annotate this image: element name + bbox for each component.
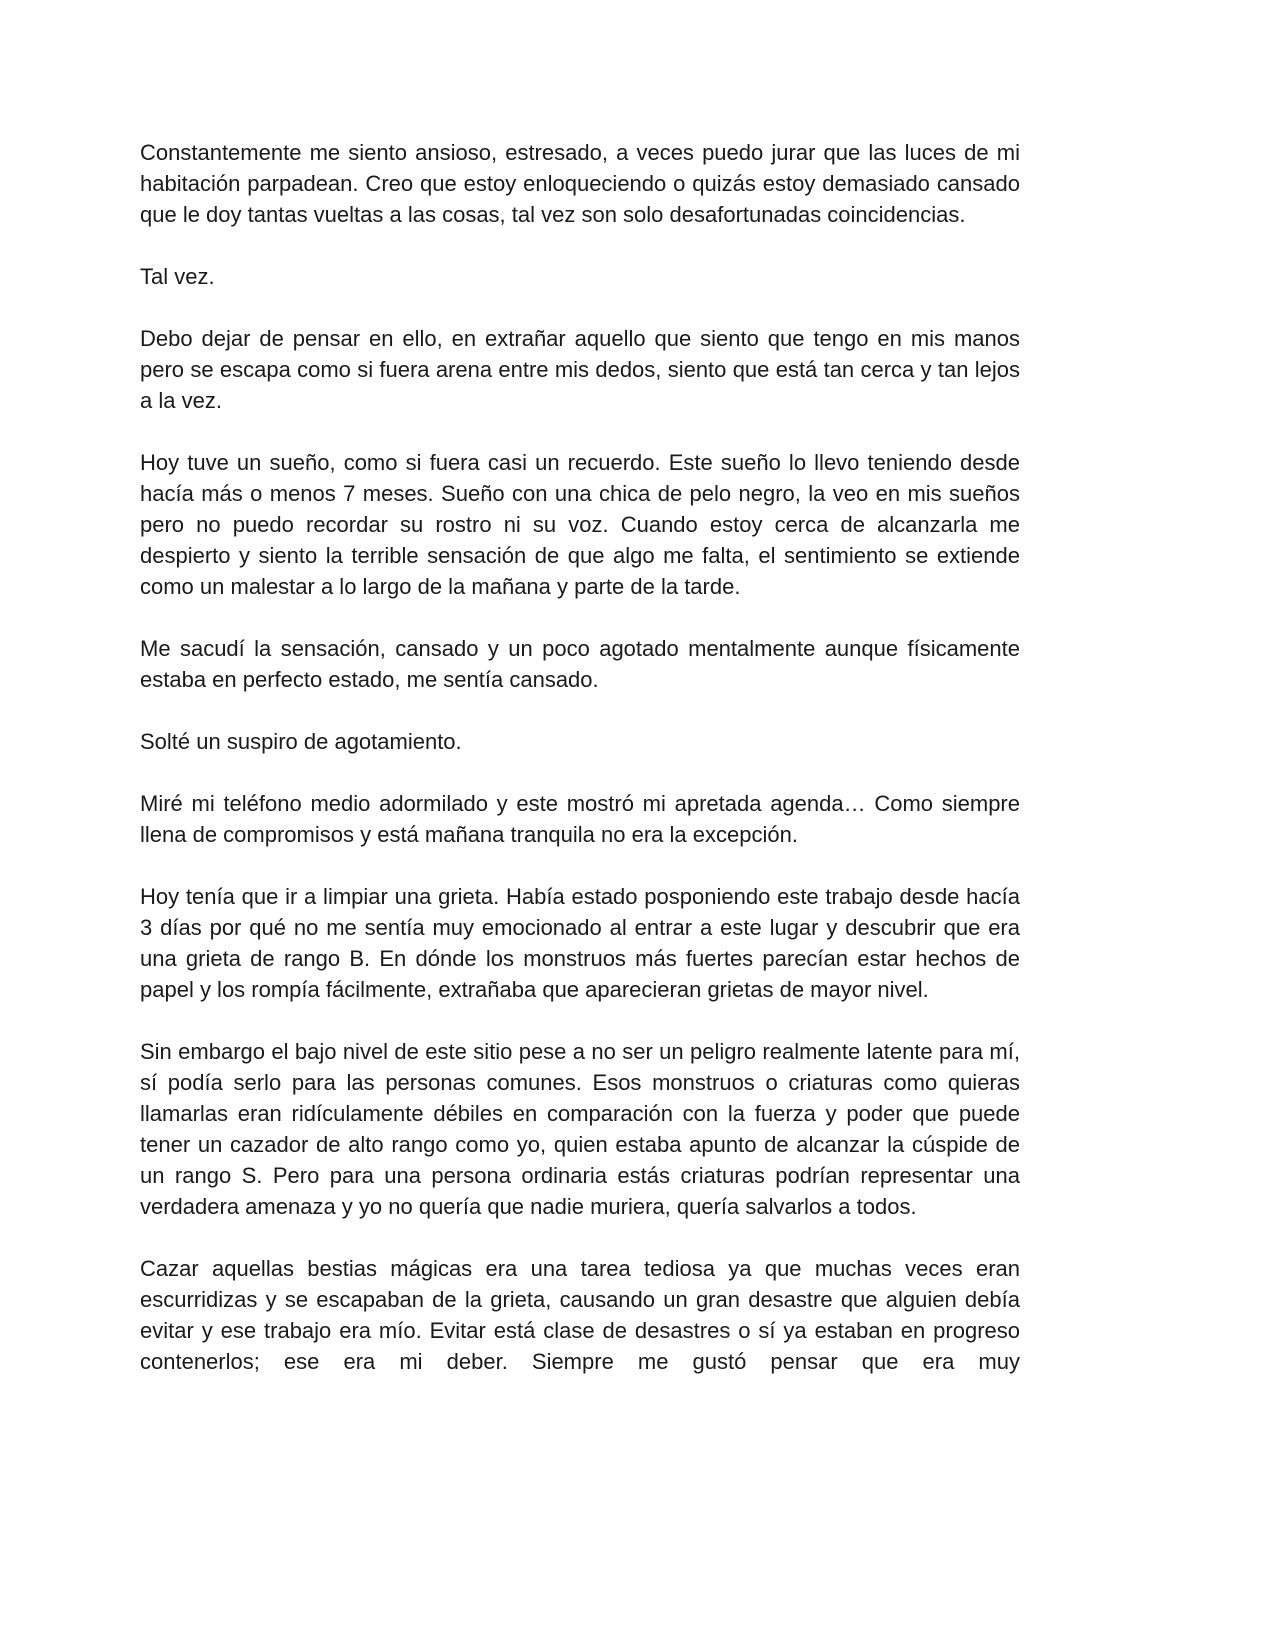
paragraph-1: Constantemente me siento ansioso, estresado, a veces puedo jurar que las luces de mi habitación parpadean. Creo que estoy enloqueciendo o quizás estoy demasiado cansado que le doy tantas vueltas a las cosas, tal vez son solo desafortunadas coincidencias. [140,140,1020,227]
paragraph-2: Tal vez. [140,264,215,289]
paragraph-7: Miré mi teléfono medio adormilado y este mostró mi apretada agenda… Como siempre llena de compromisos y está mañana tranquila no era la excepción. [140,791,1020,847]
paragraph-10: Cazar aquellas bestias mágicas era una tarea tediosa ya que muchas veces eran escurridizas y se escapaban de la grieta, causando un gran desastre que alguien debía evitar y ese trabajo era mío. Evitar está clase de desastres o sí ya estaban en progreso contenerlos; ese era mi deber. Siempre me gustó pensar que era muy [140,1256,1020,1374]
document-body [140,137,1020,1377]
paragraph-6: Solté un suspiro de agotamiento. [140,729,462,754]
paragraph-4: Hoy tuve un sueño, como si fuera casi un recuerdo. Este sueño lo llevo teniendo desde hacía más o menos 7 meses. Sueño con una chica de pelo negro, la veo en mis sueños pero no puedo recordar su rostro ni su voz. Cuando estoy cerca de alcanzarla me despierto y siento la terrible sensación de que algo me falta, el sentimiento se extiende como un malestar a lo largo de la mañana y parte de la tarde. [140,450,1020,599]
paragraph-8: Hoy tenía que ir a limpiar una grieta. Había estado posponiendo este trabajo desde hacía 3 días por qué no me sentía muy emocionado al entrar a este lugar y descubrir que era una grieta de rango B. En dónde los monstruos más fuertes parecían estar hechos de papel y los rompía fácilmente, extrañaba que aparecieran grietas de mayor nivel. [140,884,1020,1002]
paragraph-5: Me sacudí la sensación, cansado y un poco agotado mentalmente aunque físicamente estaba en perfecto estado, me sentía cansado. [140,636,1020,692]
paragraph-9: Sin embargo el bajo nivel de este sitio pese a no ser un peligro realmente latente para mí, sí podía serlo para las personas comunes. Esos monstruos o criaturas como quieras llamarlas eran ridículamente débiles en comparación con la fuerza y poder que puede tener un cazador de alto rango como yo, quien estaba apunto de alcanzar la cúspide de un rango S. Pero para una persona ordinaria estás criaturas podrían representar una verdadera amenaza y yo no quería que nadie muriera, quería salvarlos a todos. [140,1039,1020,1219]
paragraph-3: Debo dejar de pensar en ello, en extrañar aquello que siento que tengo en mis manos pero se escapa como si fuera arena entre mis dedos, siento que está tan cerca y tan lejos a la vez. [140,326,1020,413]
